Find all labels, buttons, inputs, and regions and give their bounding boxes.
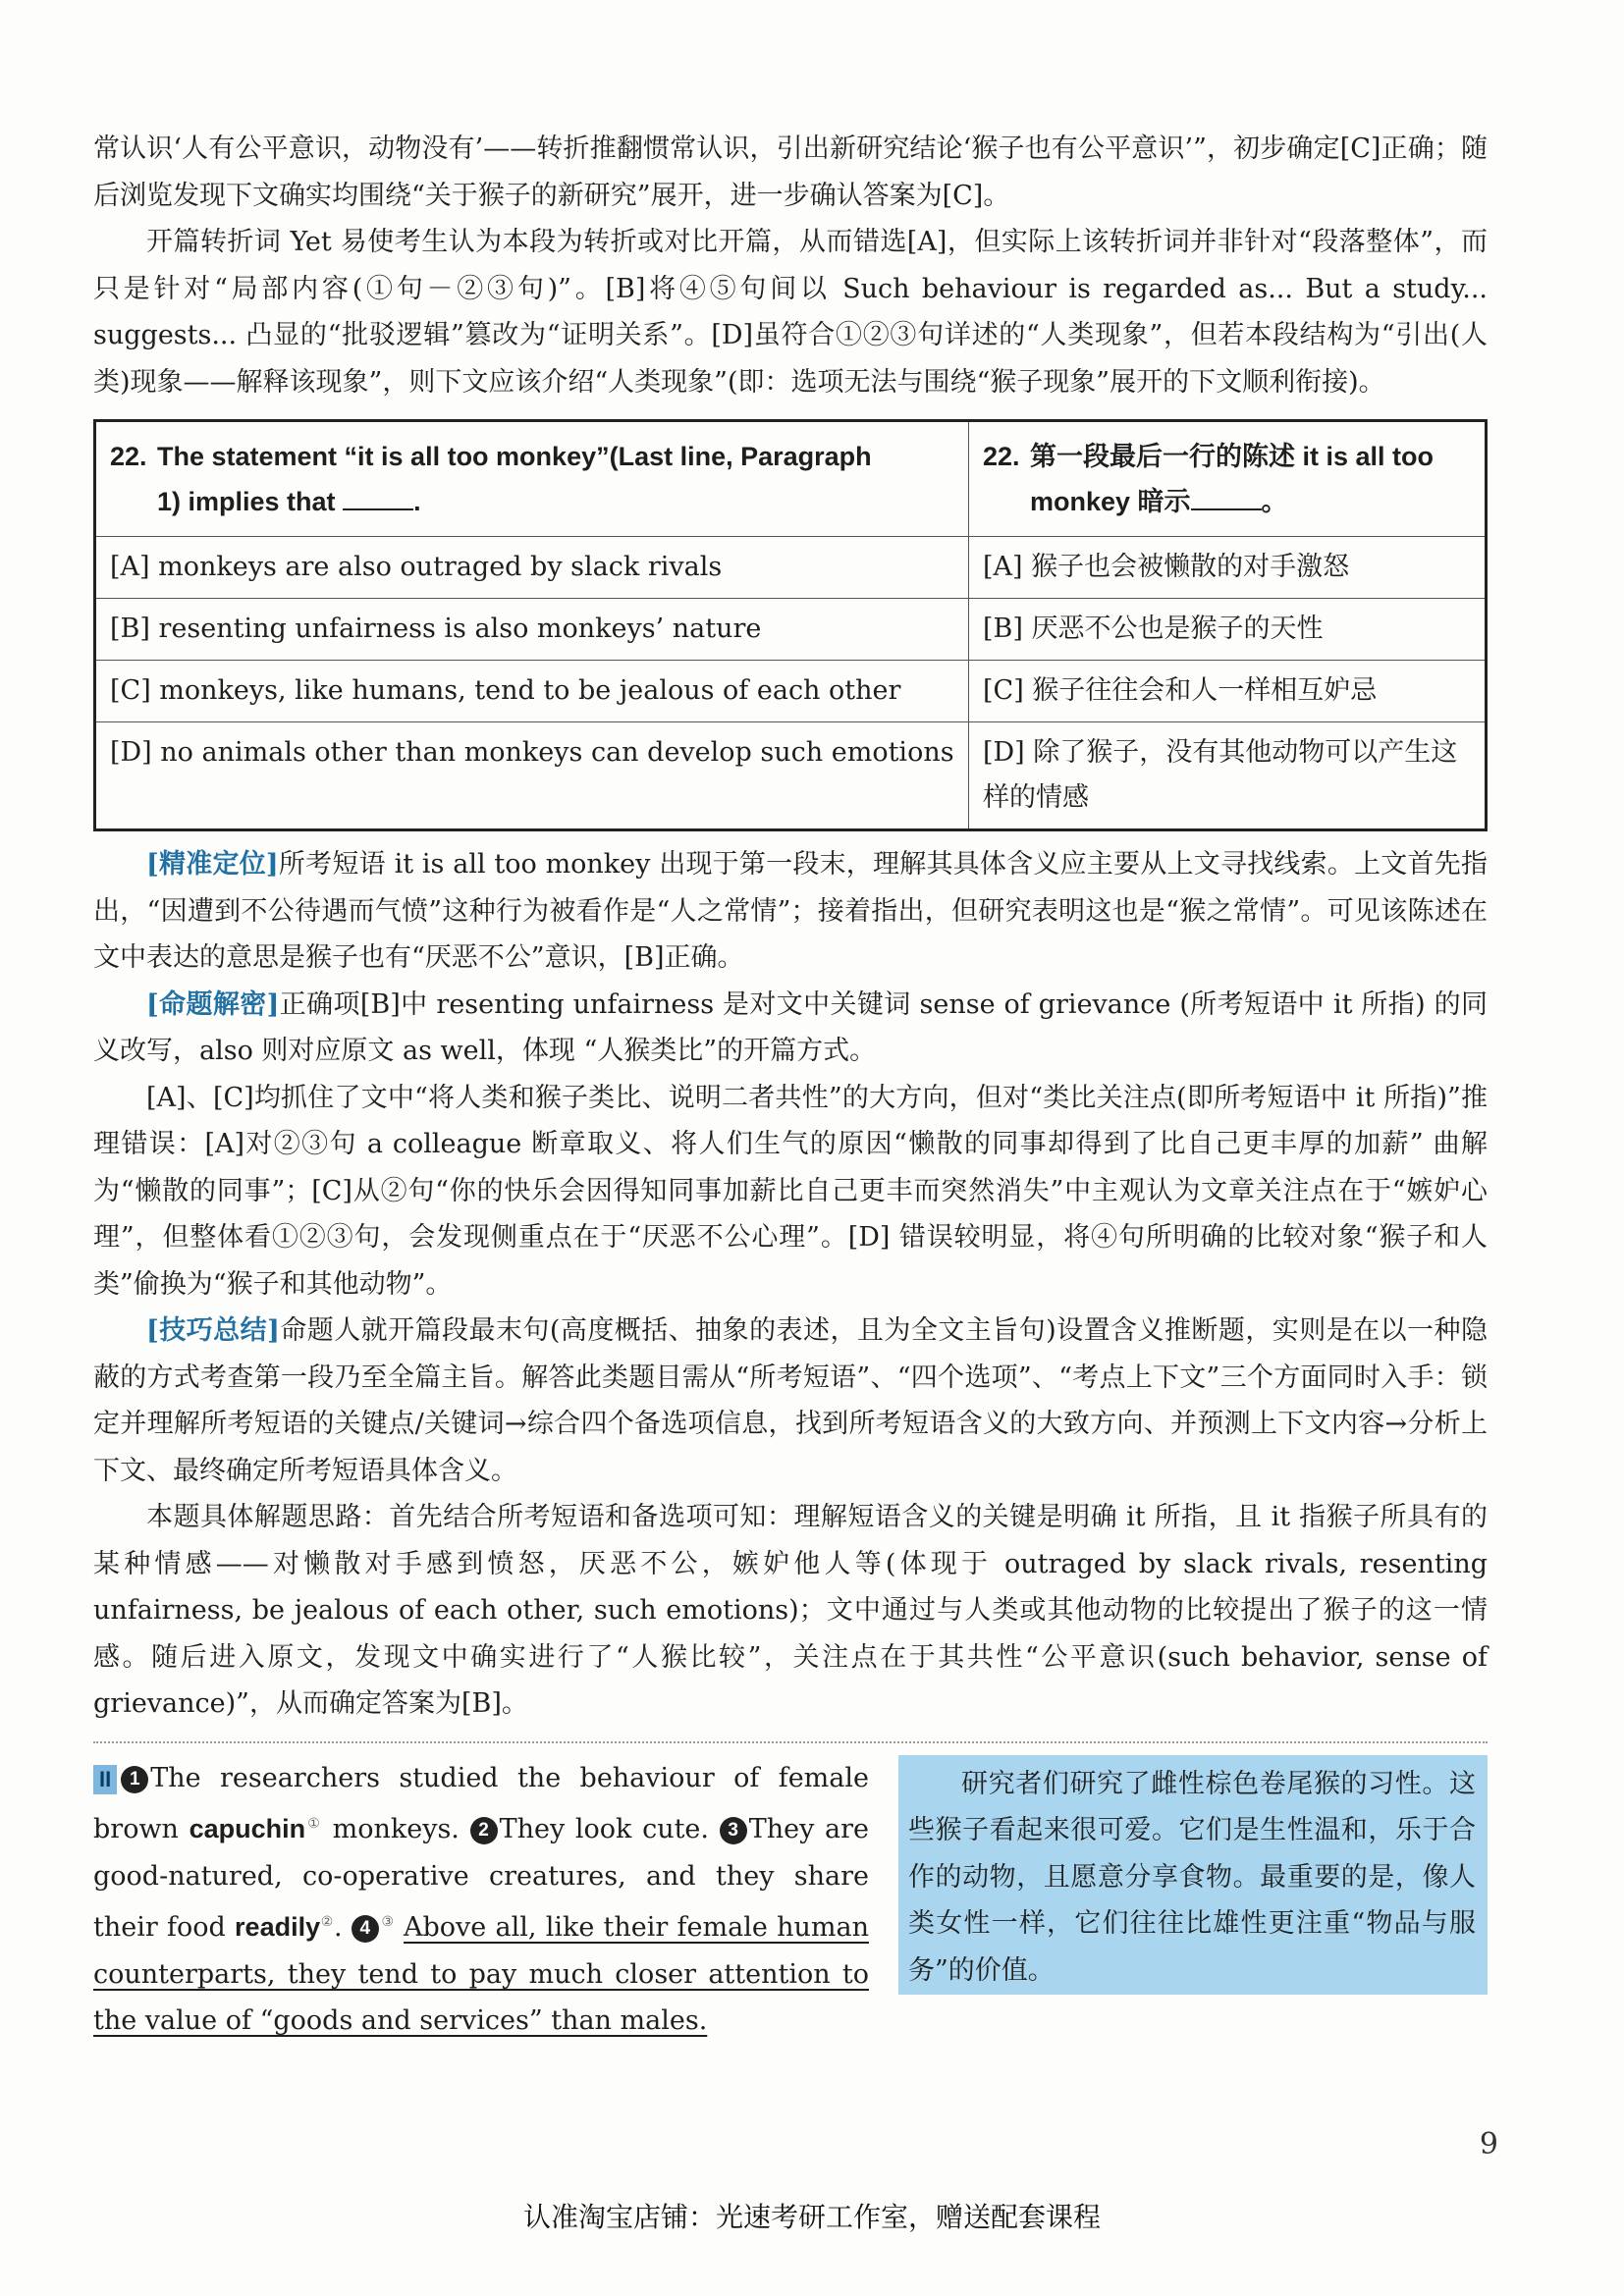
question-table bbox=[93, 419, 1488, 831]
sentence-number-3: 3 bbox=[720, 1817, 747, 1844]
page-number: 9 bbox=[1479, 2127, 1498, 2162]
analysis-distractors: [A]、[C]均抓住了文中“将人类和猴子类比、说明二者共性”的大方向，但对“类比关注点(即所考短语中 it 所指)”推理错误：[A]对②③句 a colleague 断章取义、将人们生气的原因“懒散的同事却得到了比自己更丰厚的加薪” 曲解为“懒散的同事”；[C]从②句“你的快乐会因得知同事加薪比自己更丰而突然消失”中主观认为文章关注点在于“嫉妒心理”，但整体看①②③句，会发现侧重点在于“厌恶不公心理”。[D] 错误较明显，将④句所明确的比较对象“猴子和人类”偷换为“猴子和其他动物”。 bbox=[93, 1082, 1488, 1300]
option-c-zh: [C] 猴子往往会和人一样相互妒忌 bbox=[969, 661, 1487, 722]
option-row-a bbox=[95, 537, 1487, 599]
question-stem-zh: 22. 第一段最后一行的陈述 it is all too monkey 暗示 。 bbox=[969, 421, 1487, 537]
passage-section bbox=[93, 1755, 1488, 2045]
option-d-en: [D] no animals other than monkeys can develop such emotions bbox=[95, 722, 969, 830]
option-b-zh: [B] 厌恶不公也是猴子的天性 bbox=[969, 599, 1487, 661]
question-stem-row bbox=[95, 421, 1487, 537]
answer-blank-zh bbox=[1191, 483, 1262, 510]
option-row-b bbox=[95, 599, 1487, 661]
key-sentence: Above all, like their female human counterparts, they tend to pay much closer attention to the value of “goods and services” than males. bbox=[93, 1912, 869, 2036]
paragraph-marker: II bbox=[93, 1765, 117, 1794]
analysis-locate: [精准定位]所考短语 it is all too monkey 出现于第一段末，理解其具体含义应主要从上文寻找线索。上文首先指出，“因遭到不公待遇而气愤”这种行为被看作是“人之常情”；接着指出，但研究表明这也是“猴之常情”。可见该陈述在文中表达的意思是猴子也有“厌恶不公”意识，[B]正确。 bbox=[93, 849, 1488, 973]
option-c-en: [C] monkeys, like humans, tend to be jealous of each other bbox=[95, 661, 969, 722]
tag-skills: [技巧总结] bbox=[146, 1315, 280, 1346]
option-b-en: [B] resenting unfairness is also monkeys’ nature bbox=[95, 599, 969, 661]
tag-locate: [精准定位] bbox=[146, 849, 279, 880]
tag-decode: [命题解密] bbox=[146, 988, 280, 1020]
option-a-en: [A] monkeys are also outraged by slack rivals bbox=[95, 537, 969, 599]
analysis-approach: 本题具体解题思路：首先结合所考短语和备选项可知：理解短语含义的关键是明确 it 所指，且 it 指猴子所具有的某种情感——对懒散对手感到愤怒，厌恶不公，嫉妒他人等(体现于 outraged by slack rivals, resenting unfairness, be jealous of each other, such emotions)；文中通过与人类或其他动物的比较提出了猴子的这一情感。随后进入原文，发现文中确实进行了“人猴比较”，关注点在于其共性“公平意识(such behavior, sense of grievance)”，从而确定答案为[B]。 bbox=[93, 1502, 1488, 1719]
answer-blank bbox=[343, 483, 413, 510]
option-row-c bbox=[95, 661, 1487, 722]
passage-translation: 研究者们研究了雌性棕色卷尾猴的习性。这些猴子看起来很可爱。它们是生性温和，乐于合作的动物，且愿意分享食物。最重要的是，像人类女性一样，它们往往比雄性更注重“物品与服务”的价值。 bbox=[898, 1755, 1488, 1995]
analysis-decode: [命题解密]正确项[B]中 resenting unfairness 是对文中关键词 sense of grievance (所考短语中 it 所指) 的同义改写，also 则对应原文 as well，体现 “人猴类比”的开篇方式。 bbox=[93, 988, 1488, 1066]
sentence-number-1: 1 bbox=[121, 1766, 148, 1793]
passage-english: II 1 The researchers studied the behaviour of female brown capuchin① monkeys. 2 They look cute. 3 They are good-natured, co-operative creatures, and they share their food readily②. 4 ③ Above all, like their female human counterparts, they tend to pay much closer attention to the value of “goods and services” than males. bbox=[93, 1762, 869, 2036]
option-d-zh: [D] 除了猴子，没有其他动物可以产生这样的情感 bbox=[969, 722, 1487, 830]
analysis-skills: [技巧总结]命题人就开篇段最末句(高度概括、抽象的表述，且为全文主旨句)设置含义推断题，实则是在以一种隐蔽的方式考查第一段乃至全篇主旨。解答此类题目需从“所考短语”、“四个选项”、“考点上下文”三个方面同时入手：锁定并理解所考短语的关键点/关键词→综合四个备选项信息，找到所考短语含义的大致方向、并预测上下文内容→分析上下文、最终确定所考短语具体含义。 bbox=[93, 1315, 1488, 1486]
footer-note: 认准淘宝店铺：光速考研工作室，赠送配套课程 bbox=[522, 2201, 1101, 2233]
page-content bbox=[93, 126, 1488, 2045]
section-divider bbox=[93, 1741, 1488, 1743]
sentence-number-2: 2 bbox=[470, 1817, 498, 1844]
option-a-zh: [A] 猴子也会被懒散的对手激怒 bbox=[969, 537, 1487, 599]
keyword-readily: readily bbox=[235, 1912, 321, 1942]
option-row-d bbox=[95, 722, 1487, 830]
intro-paragraph-2: 开篇转折词 Yet 易使考生认为本段为转折或对比开篇，从而错选[A]，但实际上该转折词并非针对“段落整体”，而只是针对“局部内容(①句－②③句)”。[B]将④⑤句间以 Such behaviour is regarded as... But a study... suggests... 凸显的“批驳逻辑”篡改为“证明关系”。[D]虽符合①②③句详述的“人类现象”，但若本段结构为“引出(人类)现象——解释该现象”，则下文应该介绍“人类现象”(即：选项无法与围绕“猴子现象”展开的下文顺利衔接)。 bbox=[93, 227, 1488, 398]
question-stem-en: 22. The statement “it is all too monkey”(Last line, Paragraph 1) implies that . bbox=[95, 421, 969, 537]
sentence-number-4: 4 bbox=[352, 1915, 379, 1943]
keyword-capuchin: capuchin bbox=[189, 1814, 306, 1843]
intro-paragraph-1: 常认识‘人有公平意识，动物没有’——转折推翻惯常认识，引出新研究结论‘猴子也有公平意识’”，初步确定[C]正确；随后浏览发现下文确实均围绕“关于猴子的新研究”展开，进一步确认答案为[C]。 bbox=[93, 133, 1488, 211]
